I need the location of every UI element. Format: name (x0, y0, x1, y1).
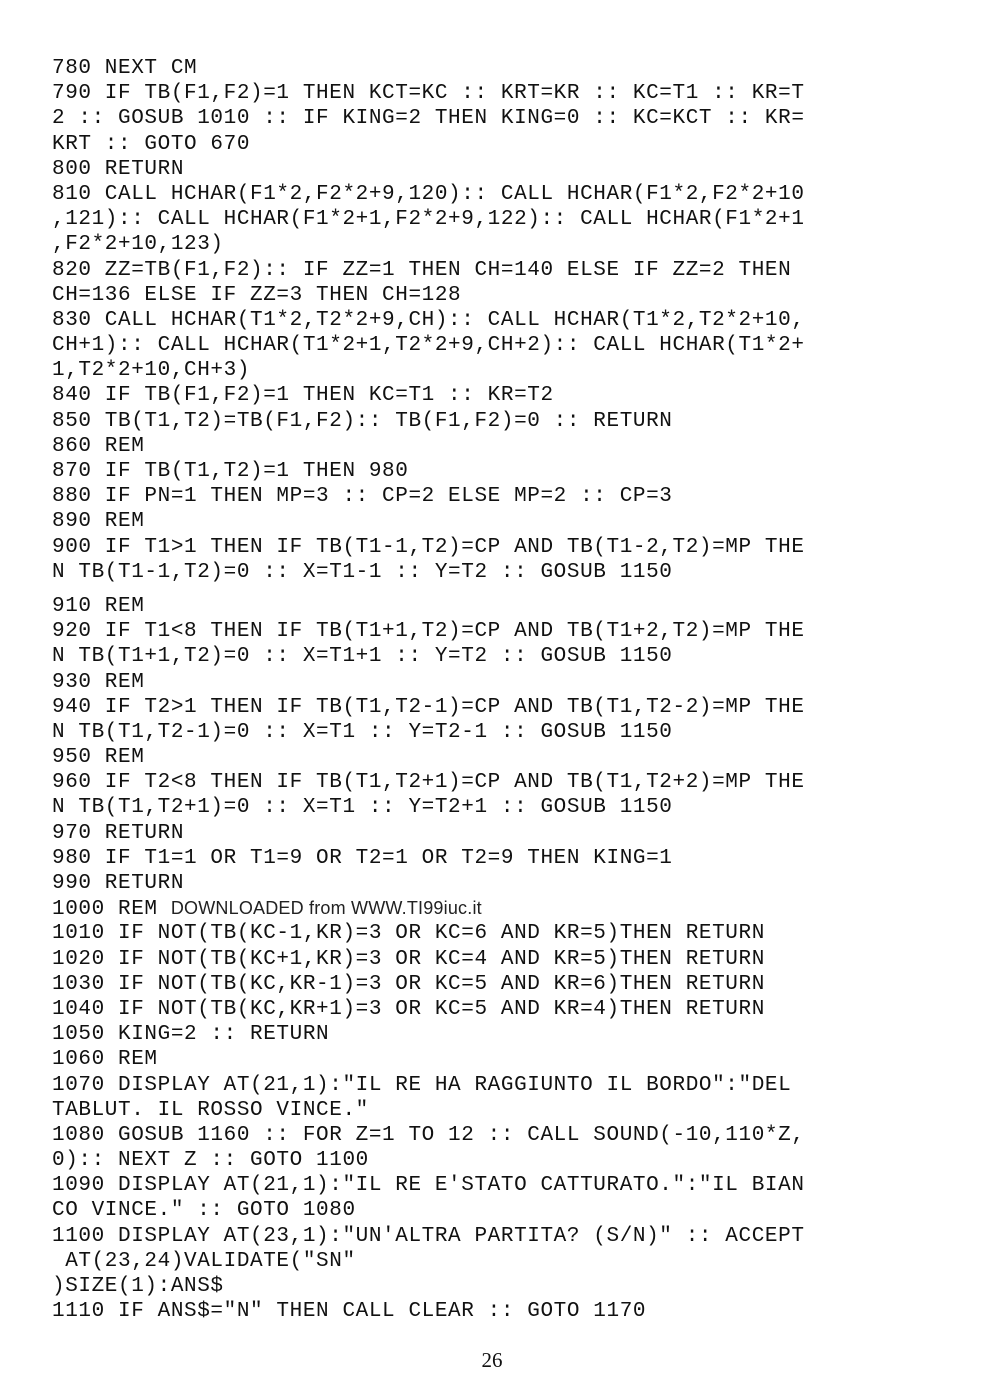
code-line: 790 IF TB(F1,F2)=1 THEN KCT=KC :: KRT=KR :: KC=T1 :: KR=T (52, 82, 805, 106)
code-line: CO VINCE." :: GOTO 1080 (52, 1199, 356, 1223)
code-line: 840 IF TB(F1,F2)=1 THEN KC=T1 :: KR=T2 (52, 384, 554, 408)
code-line: 850 TB(T1,T2)=TB(F1,F2):: TB(F1,F2)=0 :: RETURN (52, 409, 673, 433)
code-line: 1060 REM (52, 1048, 158, 1072)
code-line: CH=136 ELSE IF ZZ=3 THEN CH=128 (52, 283, 462, 307)
code-line: 1070 DISPLAY AT(21,1):"IL RE HA RAGGIUNTO IL BORDO":"DEL (52, 1073, 792, 1097)
code-line: 1080 GOSUB 1160 :: FOR Z=1 TO 12 :: CALL SOUND(-10,110*Z, (52, 1123, 805, 1147)
code-line: 930 REM (52, 670, 145, 694)
code-line: N TB(T1+1,T2)=0 :: X=T1+1 :: Y=T2 :: GOSUB 1150 (52, 645, 673, 669)
code-line: N TB(T1,T2+1)=0 :: X=T1 :: Y=T2+1 :: GOSUB 1150 (52, 796, 673, 820)
code-line: 970 RETURN (52, 821, 185, 845)
code-line: CH+1):: CALL HCHAR(T1*2+1,T2*2+9,CH+2):: CALL HCHAR(T1*2+ (52, 334, 805, 358)
code-line: TABLUT. IL ROSSO VINCE." (52, 1098, 369, 1122)
code-line: KRT :: GOTO 670 (52, 132, 251, 156)
code-line: 960 IF T2<8 THEN IF TB(T1,T2+1)=CP AND TB(T1,T2+2)=MP THE (52, 771, 805, 795)
code-line: 980 IF T1=1 OR T1=9 OR T2=1 OR T2=9 THEN KING=1 (52, 846, 673, 870)
code-line: 0):: NEXT Z :: GOTO 1100 (52, 1149, 369, 1173)
page-number: 26 (481, 1348, 503, 1372)
code-line: 800 RETURN (52, 157, 185, 181)
code-line: 1110 IF ANS$="N" THEN CALL CLEAR :: GOTO 1170 (52, 1300, 647, 1324)
code-line: 1090 DISPLAY AT(21,1):"IL RE E'STATO CATTURATO.":"IL BIAN (52, 1174, 805, 1198)
code-line: ,121):: CALL HCHAR(F1*2+1,F2*2+9,122):: CALL HCHAR(F1*2+1 (52, 208, 805, 232)
code-line: 860 REM (52, 434, 145, 458)
code-line: 1010 IF NOT(TB(KC-1,KR)=3 OR KC=6 AND KR=5)THEN RETURN (52, 922, 765, 946)
code-line: AT(23,24)VALIDATE("SN" (52, 1249, 356, 1273)
code-line: 2 :: GOSUB 1010 :: IF KING=2 THEN KING=0 :: KC=KCT :: KR= (52, 107, 805, 131)
code-line: 940 IF T2>1 THEN IF TB(T1,T2-1)=CP AND TB(T1,T2-2)=MP THE (52, 695, 805, 719)
code-line: 1,T2*2+10,CH+3) (52, 359, 251, 383)
code-line: 830 CALL HCHAR(T1*2,T2*2+9,CH):: CALL HCHAR(T1*2,T2*2+10, (52, 308, 805, 332)
code-line: 950 REM (52, 746, 145, 770)
basic-program-listing (52, 56, 942, 1324)
code-line: N TB(T1,T2-1)=0 :: X=T1 :: Y=T2-1 :: GOSUB 1150 (52, 720, 673, 744)
code-line: 820 ZZ=TB(F1,F2):: IF ZZ=1 THEN CH=140 ELSE IF ZZ=2 THEN (52, 258, 792, 282)
download-stamp: DOWNLOADED from WWW.TI99iuc.it (170, 898, 482, 919)
code-line: 1050 KING=2 :: RETURN (52, 1023, 330, 1047)
code-line: 870 IF TB(T1,T2)=1 THEN 980 (52, 460, 409, 483)
code-line: 1040 IF NOT(TB(KC,KR+1)=3 OR KC=5 AND KR=4)THEN RETURN (52, 997, 765, 1021)
code-line: 1020 IF NOT(TB(KC+1,KR)=3 OR KC=4 AND KR=5)THEN RETURN (52, 947, 765, 971)
code-line: 1000 REM (52, 898, 171, 922)
code-line: 900 IF T1>1 THEN IF TB(T1-1,T2)=CP AND TB(T1-2,T2)=MP THE (52, 535, 805, 559)
code-line: )SIZE(1):ANS$ (52, 1275, 224, 1298)
code-line: 890 REM (52, 510, 145, 534)
code-line: 1030 IF NOT(TB(KC,KR-1)=3 OR KC=5 AND KR=6)THEN RETURN (52, 972, 765, 996)
code-line: 780 NEXT CM (52, 57, 198, 80)
code-line: 990 RETURN (52, 872, 185, 895)
code-line: 880 IF PN=1 THEN MP=3 :: CP=2 ELSE MP=2 :: CP=3 (52, 485, 673, 509)
code-line-with-stamp (52, 896, 942, 921)
code-line: 920 IF T1<8 THEN IF TB(T1+1,T2)=CP AND TB(T1+2,T2)=MP THE (52, 620, 805, 644)
code-line: 810 CALL HCHAR(F1*2,F2*2+9,120):: CALL HCHAR(F1*2,F2*2+10 (52, 182, 805, 206)
code-line: N TB(T1-1,T2)=0 :: X=T1-1 :: Y=T2 :: GOSUB 1150 (52, 560, 673, 584)
code-line: 910 REM (52, 594, 145, 618)
code-line: 1100 DISPLAY AT(23,1):"UN'ALTRA PARTITA? (S/N)" :: ACCEPT (52, 1224, 805, 1248)
code-line: ,F2*2+10,123) (52, 233, 224, 257)
